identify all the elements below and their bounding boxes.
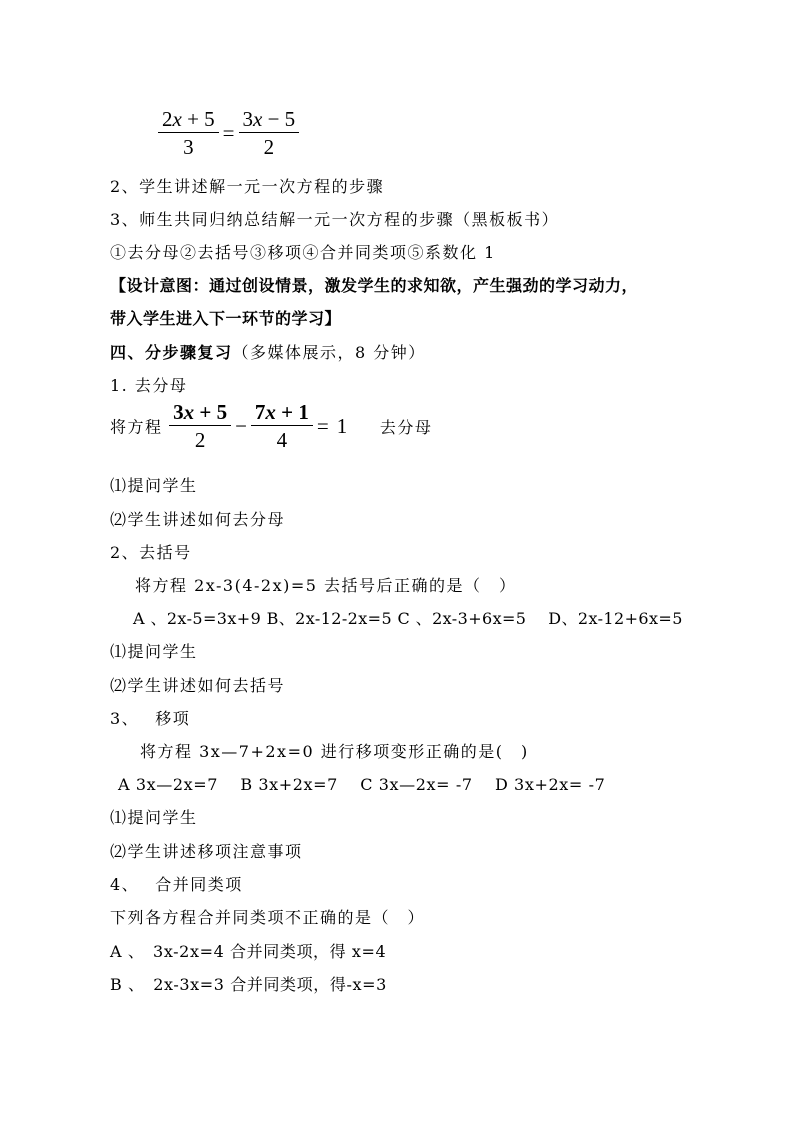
text-line: ⑴提问学生 xyxy=(110,476,198,495)
options-line: A 、2x-5=3x+9 B、2x-12-2x=5 C 、2x-3+6x=5 D、2x-12+6x=5 xyxy=(133,609,683,628)
fraction-right: $\frac{3x - 5}{2}$ xyxy=(239,107,300,159)
design-intent-line: 带入学生进入下一环节的学习】 xyxy=(110,309,342,328)
section-heading: 四、分步骤复习（多媒体展示，8 分钟） xyxy=(110,343,426,362)
text-line: 4、 合并同类项 xyxy=(110,875,243,894)
text-line: 2、去括号 xyxy=(110,543,192,562)
text-line: ⑵学生讲述移项注意事项 xyxy=(110,842,303,861)
fraction-second: $\frac{7x + 1}{4}$ xyxy=(251,400,313,452)
design-intent-line: 【设计意图：通过创设情景，激发学生的求知欲，产生强劲的学习动力， xyxy=(110,276,639,295)
fraction-first: $\frac{3x + 5}{2}$ xyxy=(169,400,231,452)
option-line: A 、 3x-2x=4 合并同类项，得 x=4 xyxy=(110,942,387,961)
text-line: 3、 移项 xyxy=(110,709,191,728)
equals-sign: = xyxy=(316,413,329,438)
options-line: A 3x—2x=7 B 3x+2x=7 C 3x—2x= -7 D 3x+2x= -7 xyxy=(118,775,606,794)
question-line: 将方程 3x—7+2x=0 进行移项变形正确的是( ) xyxy=(140,742,529,761)
rhs-value: 1 xyxy=(336,413,348,438)
option-line: B 、 2x-3x=3 合并同类项，得-x=3 xyxy=(110,975,387,994)
text-line: ⑴提问学生 xyxy=(110,808,198,827)
text-line: ①去分母②去括号③移项④合并同类项⑤系数化 1 xyxy=(110,243,496,262)
equation-line: 将方程 $\frac{3x + 5}{2}$ − $\frac{7x + 1}{4}$ = 1 去分母 xyxy=(110,400,433,452)
equation-fraction-top xyxy=(158,107,299,159)
text-line: 下列各方程合并同类项不正确的是（ ） xyxy=(110,908,426,927)
fraction-left: $\frac{2x + 5}{3}$ xyxy=(158,107,219,159)
equals-sign: = xyxy=(222,120,235,145)
text-line: 2、学生讲述解一元一次方程的步骤 xyxy=(110,177,385,196)
text-line: ⑵学生讲述如何去括号 xyxy=(110,676,286,695)
minus-sign: − xyxy=(235,413,247,438)
text-line: 1. 去分母 xyxy=(110,376,188,395)
text-line: 3、师生共同归纳总结解一元一次方程的步骤（黑板板书） xyxy=(110,210,560,229)
text-line: ⑴提问学生 xyxy=(110,642,198,661)
text-line: ⑵学生讲述如何去分母 xyxy=(110,510,286,529)
question-line: 将方程 2x-3(4-2x)=5 去括号后正确的是（ ） xyxy=(135,576,517,595)
